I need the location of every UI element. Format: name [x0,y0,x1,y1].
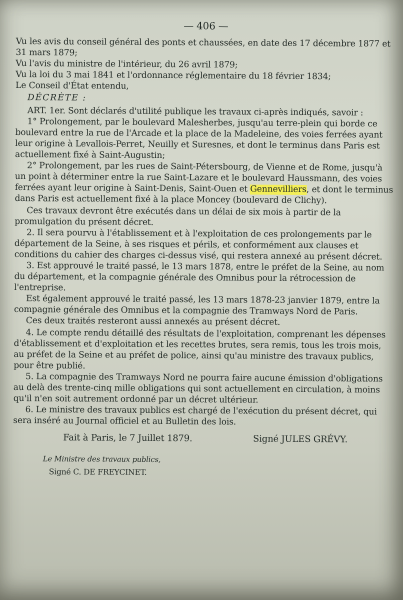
paragraph-traite: Est également approuvé le traité passé, les 13 mars 1878-23 janvier 1879, entre la compagnie générale des Omnibus et la compagnie des Tramways Nord de Paris. [13,294,380,318]
article-2: 2. Il sera pourvu à l'établissement et à l'exploitation de ces prolongements par le département de la Seine, à ses risques et périls, et conformément aux clauses et conditions du cahier des charges ci-dessus visé, qui restera annexé au présent décret. [14,227,383,263]
visa-line: Vu la loi du 3 mai 1841 et l'ordonnance réglementaire du 18 février 1834; [15,70,331,83]
article-4: 4. Le compte rendu détaillé des résultats de l'exploitation, comprenant les dépenses d'établissement et d'exploitation et les recettes brutes, sera remis, tous les trois mois, au préfet de la Seine et au préfet de police, ainsi qu'au ministre des travaux publics, pour être publié. [13,327,386,372]
visa-line: Vu l'avis du ministre de l'intérieur, du 26 avril 1879; [15,59,238,71]
president-signature: Signé JULES GRÉVY. [253,435,348,446]
paragraph-prolongement-2 [15,161,395,208]
decree-heading: DÉCRÈTE : [27,92,87,104]
article-1: ART. 1er. Sont déclarés d'utilité publique les travaux ci-après indiqués, savoir : [27,105,364,119]
paragraph-annexes: Ces deux traités resteront aussi annexés au présent décret. [25,316,281,329]
highlighted-word: Gennevilliers [250,184,307,196]
date-line: Fait à Paris, le 7 Juillet 1879. [63,433,193,445]
article-6: 6. Le ministre des travaux publics est chargé de l'exécution du présent décret, qui sera inséré au Journal officiel et au Bulletin des lois. [13,405,377,428]
document-body [13,20,396,480]
visa-line: Vu les avis du conseil général des ponts et chaussées, en date des 17 décembre 1877 et 31 mars 1879; [15,37,391,59]
visa-line: Le Conseil d'État entendu, [15,81,129,93]
article-3: 3. Est approuvé le traité passé, le 13 mars 1878, entre le préfet de la Seine, au nom du département, et la compagnie générale des Omnibus pour la rétrocession de l'entreprise. [14,261,385,294]
article-5: 5. La compagnie des Tramways Nord ne pourra faire aucune émission d'obligations au delà des trente-cinq mille obligations qui sont actuellement en circulation, à moins qu'il n'en soit autrement ordonné par un décret ultérieur. [13,371,383,406]
signature-row [13,433,393,452]
paragraph-text: , et dont le terminus dans Paris est actuellement fixé à la place Moncey (boulevard de Clichy). [14,185,394,207]
minister-signature: Signé C. DE FREYCINET. [48,467,147,478]
page-number: — 406 — [183,21,229,33]
paragraph-text: 2° Prolongement, par les rues de Saint-Pétersbourg, de Vienne et de Rome, jusqu'à un point à déterminer entre la rue Saint-Lazare et le boulevard Haussmann, des voies ferrées ayant leur origine à Saint-Denis, Saint-Ouen et [14,161,383,195]
paragraph-delai: Ces travaux devront être exécutés dans un délai de six mois à partir de la promulgation du présent décret. [14,205,341,228]
paragraph-prolongement-1: 1° Prolongement, par le boulevard Malesherbes, jusqu'au terre-plein qui borde ce boulevard entre la rue de l'Arcade et la place de la Madeleine, des voies ferrées ayant leur origine à Levallois-Perret, Neuilly et Suresnes, et dont le terminus dans Paris est actuellement fixé à Saint-Augustin; [15,116,383,162]
minister-title: Le Ministre des travaux publics, [42,454,161,465]
